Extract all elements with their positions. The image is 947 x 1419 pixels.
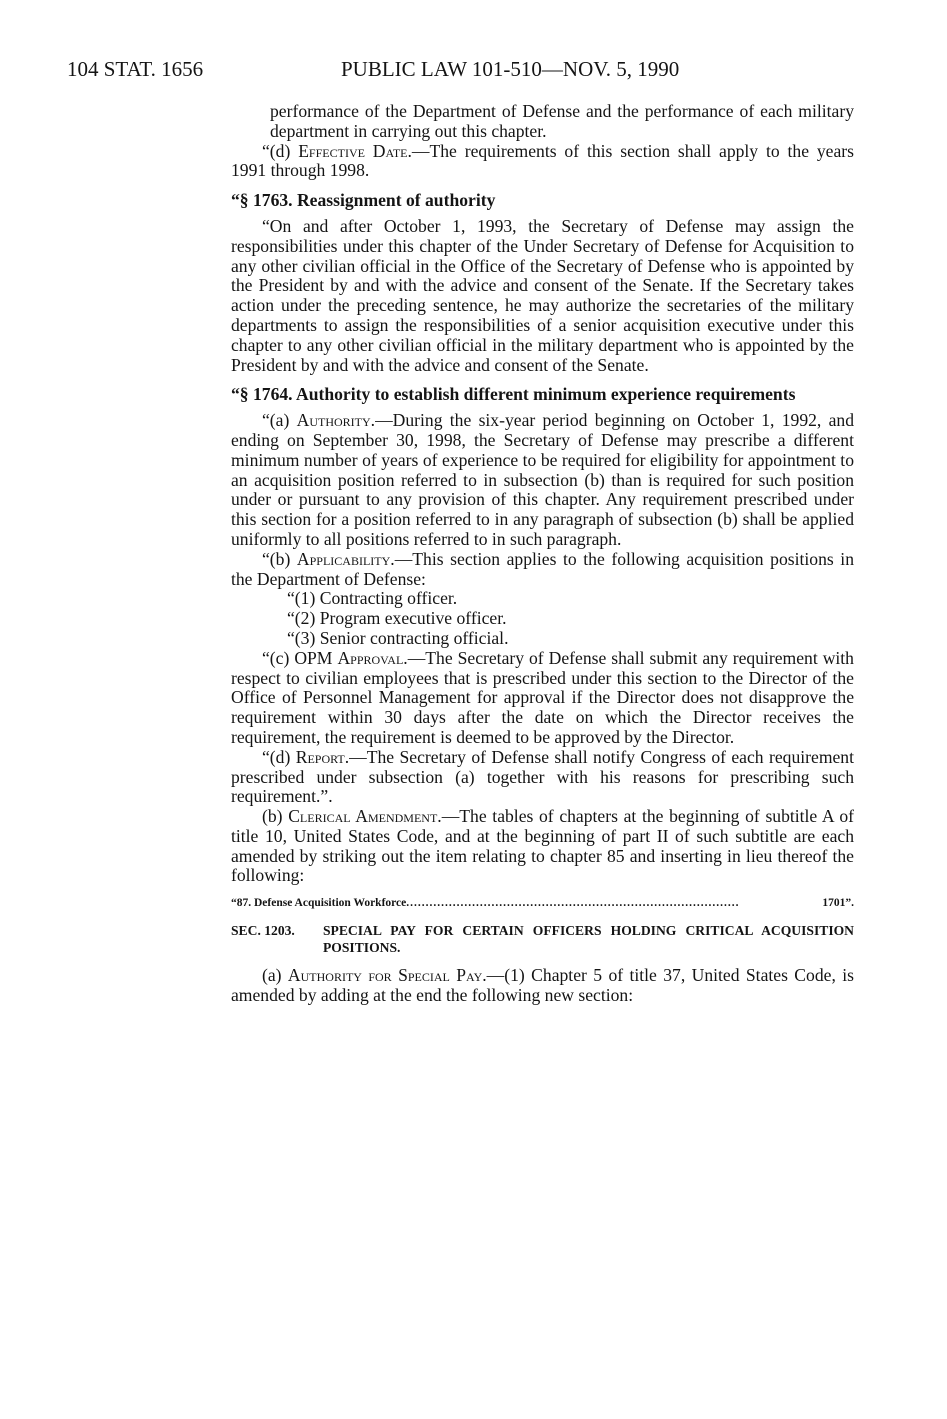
section-title: SPECIAL PAY FOR CERTAIN OFFICERS HOLDING CRITICAL ACQUISITION POSITIONS. <box>323 923 854 956</box>
subsection-heading: Clerical Amendment. <box>288 806 442 827</box>
subsection-d-report <box>231 748 854 807</box>
subsection-lead: “(c) OPM <box>262 647 338 668</box>
toc-item: “87. Defense Acquisition Workforce <box>231 897 407 910</box>
subsection-heading: Approval. <box>337 647 408 668</box>
subsection-text: —The Secretary of Defense shall notify Congress of each requirement prescribed under subsection (a) together with his reasons for prescribing such requirement.”. <box>231 746 854 807</box>
toc-page: 1701”. <box>822 897 854 910</box>
toc-leader-dots: ...................................................................................... <box>406 897 740 910</box>
subsection-heading: Report. <box>295 746 350 767</box>
subsection-text: —The Secretary of Defense shall submit any requirement with respect to civilian employees that is prescribed under this section to the Director of the Office of Personnel Management for approval if the Director does not disapprove the requirement within 30 days after the date on which the Director receives the requirement, the requirement is deemed to be approved by the Director. <box>231 647 854 747</box>
clerical-amendment <box>231 807 854 886</box>
continued-paragraph: performance of the Department of Defense and the performance of each military department in carrying out this chapter. <box>270 101 854 141</box>
subsection-text: —The requirements of this section shall apply to the years 1991 through 1998. <box>231 140 854 181</box>
subsection-text: —This section applies to the following acquisition positions in the Department of Defense: <box>231 548 854 589</box>
subsection-b-applicability <box>231 550 854 590</box>
subsection-lead: “(a) <box>262 410 297 431</box>
statute-reference: 104 STAT. 1656 <box>67 57 204 81</box>
section-1763-heading: “§ 1763. Reassignment of authority <box>231 190 496 211</box>
subsection-lead: (a) <box>262 965 288 986</box>
subsection-lead: “(b) <box>262 548 297 569</box>
section-number: SEC. 1203. <box>231 923 295 939</box>
list-item: “(2) Program executive officer. <box>287 608 507 629</box>
list-item: “(1) Contracting officer. <box>287 588 458 609</box>
subsection-text: —(1) Chapter 5 of title 37, United States Code, is amended by adding at the end the following new section: <box>231 965 854 1005</box>
subsection-text: —The tables of chapters at the beginning of subtitle A of title 10, United States Code, and at the beginning of part II of such subtitle are each amended by striking out the item relating to chapter 85 and inserting in lieu thereof the following: <box>231 806 854 886</box>
subsection-lead: “(d) <box>262 140 299 161</box>
subsection-heading: Authority. <box>296 410 376 431</box>
section-1203-heading <box>231 922 854 956</box>
public-law-title: PUBLIC LAW 101-510—NOV. 5, 1990 <box>341 57 680 81</box>
subsection-heading: Authority for Special Pay. <box>287 965 487 986</box>
subsection-heading: Applicability. <box>296 548 395 569</box>
section-1764-heading: “§ 1764. Authority to establish different minimum experience requirements <box>231 384 796 405</box>
section-1763-text: “On and after October 1, 1993, the Secretary of Defense may assign the responsibilities under this chapter of the Under Secretary of Defense for Acquisition to any other civilian official in the Office of the Secretary of Defense who is appointed by the President by and with the advice and consent of the Senate. If the Secretary takes action under the preceding sentence, he may authorize the secretaries of the military departments to assign the responsibilities of a senior acquisition executive under this chapter to any other civilian official in the military department who is appointed by the President by and with the advice and consent of the Senate. <box>231 215 854 375</box>
subsection-a-authority <box>231 411 854 550</box>
subsection-heading: Effective Date. <box>298 140 412 161</box>
body-text <box>231 102 854 1006</box>
subsection-d-effective-date <box>231 142 854 182</box>
subsection-text: —During the six-year period beginning on October 1, 1992, and ending on September 30, 1998, the Secretary of Defense may prescribe a different minimum number of years of experience to be required for eligibility for appointment to an acquisition position referred to in subsection (b) than is required for such position under or pursuant to any provision of this chapter. Any requirement prescribed under this section for a position referred to in any paragraph of subsection (b) shall be applied uniformly to all positions referred to in such paragraph. <box>231 410 855 549</box>
subsection-a-special-pay <box>231 966 854 1006</box>
subsection-c-opm-approval <box>231 649 854 748</box>
table-of-chapters-entry <box>231 894 854 914</box>
subsection-lead: “(d) <box>262 746 296 767</box>
subsection-lead: (b) <box>262 806 289 827</box>
list-item: “(3) Senior contracting official. <box>287 627 509 648</box>
